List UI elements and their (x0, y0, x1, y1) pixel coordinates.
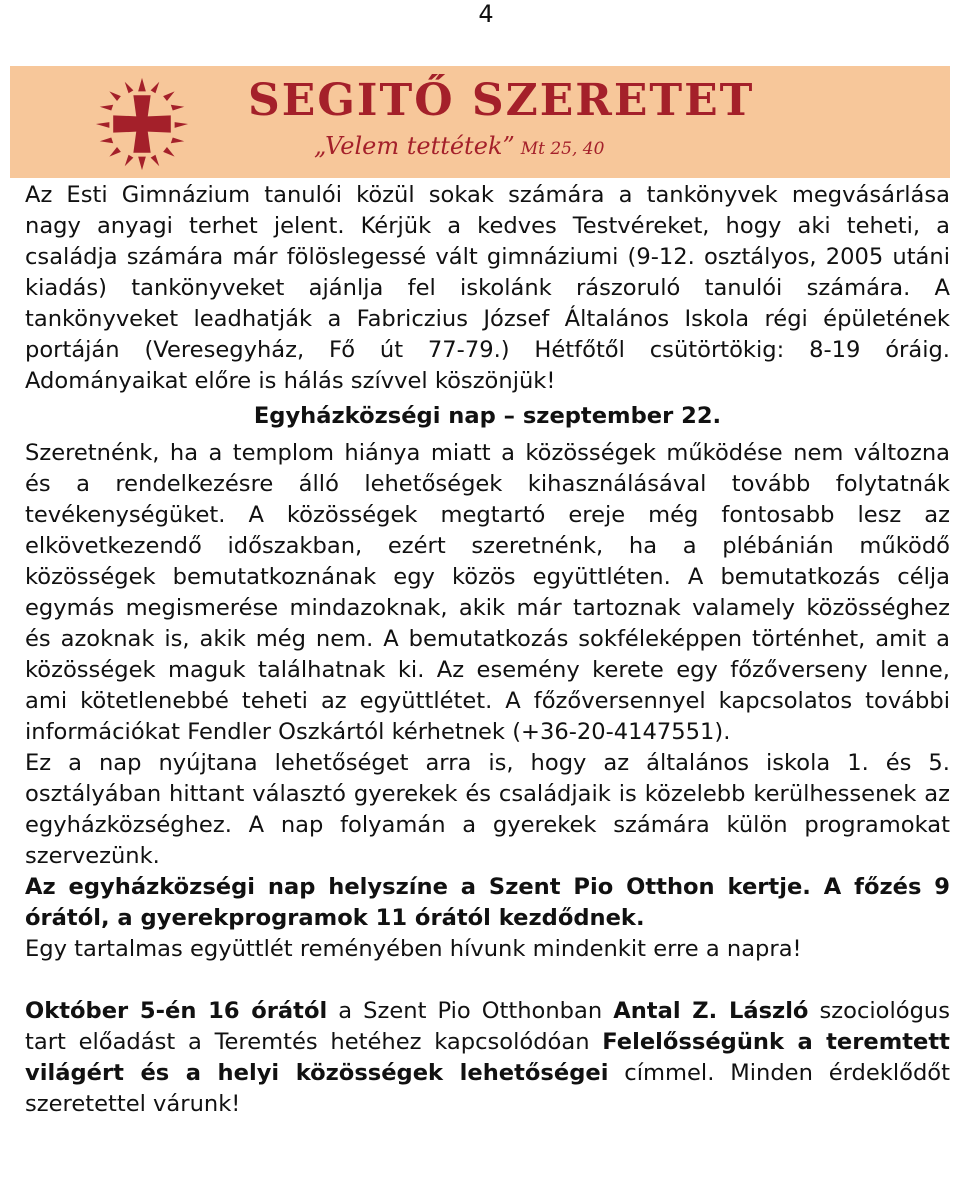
textbook-appeal-paragraph: Az Esti Gimnázium tanulói közül sokak számára a tankönyvek megvásárlása nagy anyagi terhet jelent. Kérjük a kedves Testvéreket, hogy aki teheti, a családja számára már fölöslegessé vált gimnáziumi (9-12. osztályos, 2005 utáni kiadás) tankönyveket ajánlja fel iskolánk rászoruló tanulói számára. A tankönyveket leadhatják a Fabriczius József Általános Iskola régi épületének portáján (Veresegyház, Fő út 77-79.) Hétfőtől csütörtökig: 8-19 óráig. Adományaikat előre is hálás szívvel köszönjük! (25, 182, 950, 394)
lecture-intro: szociológus tart előadást a Teremtés hetéhez kapcsolódóan (25, 998, 951, 1055)
invitation-line: Egy tartalmas együttlét reményében hívunk mindenkit erre a napra! (25, 936, 802, 962)
lecture-closing: címmel. Minden érdeklődőt szeretettel várunk! (25, 1060, 950, 1117)
location-paragraph: Az egyházközségi nap helyszíne a Szent Pio Otthon kertje. A főzés 9 órától, a gyerekprogramok 11 órától kezdődnek. (25, 874, 950, 931)
lecture-paragraph (25, 996, 950, 1120)
lecturer-name: Antal Z. László (613, 998, 809, 1024)
motto-text: „Velem tettétek” (314, 132, 515, 160)
community-day-paragraph: Szeretnénk, ha a templom hiánya miatt a közösségek működése nem változna és a rendelkezésre álló lehetőségek kihasználásával tovább folytatnák tevékenységüket. A közösségek megtartó ereje még fontosabb lesz az elkövetkezendő időszakban, ezért szeretnénk, ha a plébánián működő közösségek bemutatkoznának egy közös együttléten. A bemutatkozás célja egymás megismerése mindazoknak, akik már tartoznak valamely közösséghez és azoknak is, akik még nem. A bemutatkozás sokféleképpen történhet, amit a közösségek maguk találhatnak ki. Az esemény kerete egy főzőverseny lenne, ami kötetlenebbé teheti az együttlétet. A főzőversennyel kapcsolatos további információkat Fendler Oszkártól kérhetnek (+36-20-4147551). (25, 440, 950, 745)
banner-motto (314, 131, 604, 164)
lecture-title: Felelősségünk a teremtett világért és a helyi közösségek lehetőségei (25, 1029, 950, 1086)
lecture-venue: a Szent Pio Otthonban (327, 998, 614, 1024)
banner-title: SEGITŐ SZERETET (248, 75, 755, 126)
article-body (25, 180, 950, 1120)
header-banner (10, 66, 950, 178)
caritas-cross-icon (93, 76, 191, 172)
page-number: 4 (478, 0, 494, 28)
section-heading: Egyházközségi nap – szeptember 22. (253, 403, 722, 429)
lecture-date: Október 5-én 16 órától (25, 998, 328, 1024)
motto-reference: Mt 25, 40 (520, 139, 605, 159)
children-paragraph: Ez a nap nyújtana lehetőséget arra is, hogy az általános iskola 1. és 5. osztályában hittant választó gyerekek és családjaik is közelebb kerülhessenek az egyházközséghez. A nap folyamán a gyerekek számára külön programokat szervezünk. (25, 750, 950, 869)
